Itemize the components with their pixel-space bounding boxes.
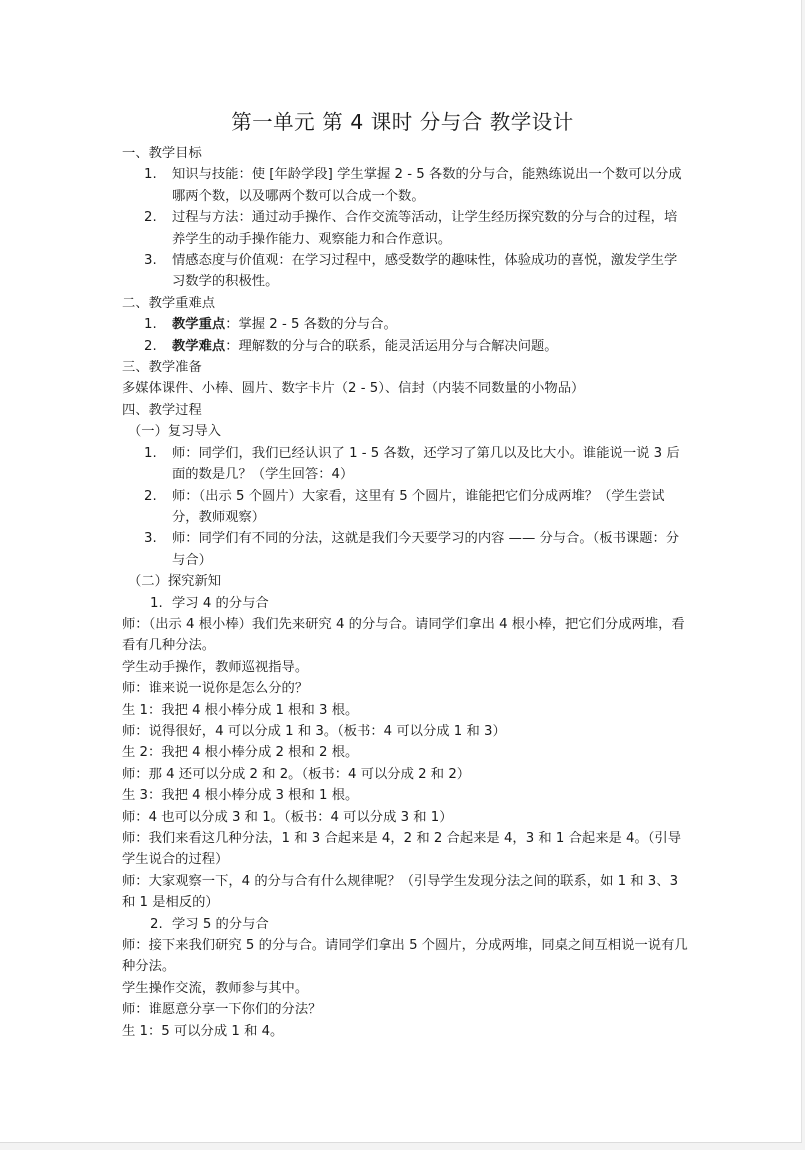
dialogue-line: 师：说得很好，4 可以分成 1 和 3。（板书：4 可以分成 1 和 3） [122, 723, 506, 739]
section-heading-preparation: 三、教学准备 [122, 360, 202, 376]
subsection-heading-explore: （二）探究新知 [128, 574, 222, 590]
dialogue-line: 师：接下来我们研究 5 的分与合。请同学们拿出 5 个圆片，分成两堆，同桌之间互相说一说有几种分法。 [122, 938, 688, 975]
dialogue-line: 学生操作交流，教师参与其中。 [122, 980, 309, 996]
document-title: 第一单元 第 4 课时 分与合 教学设计 [231, 110, 574, 134]
dialogue-line: 师：谁愿意分享一下你们的分法？ [122, 1002, 322, 1018]
dialogue-line: 生 2：我把 4 根小棒分成 2 根和 2 根。 [122, 745, 359, 761]
list-item: 3. 师：同学们有不同的分法，这就是我们今天要学习的内容 —— 分与合。（板书课题：分与合） [144, 531, 680, 568]
dialogue-line: 师：（出示 4 根小棒）我们先来研究 4 的分与合。请同学们拿出 4 根小棒，把它们分成两堆，看看有几种分法。 [122, 616, 685, 654]
section-heading-goals: 一、教学目标 [122, 146, 202, 161]
subsection-heading-review: （一）复习导入 [128, 424, 222, 440]
dialogue-line: 师：谁来说一说你是怎么分的？ [122, 681, 309, 697]
dialogue-line: 师：大家观察一下，4 的分与合有什么规律呢？（引导学生发现分法之间的联系，如 1 和 3、3 和 1 是相反的） [122, 873, 679, 911]
list-item: 3. 情感态度与价值观：在学习过程中，感受数学的趣味性，体验成功的喜悦，激发学生学习数学的积极性。 [144, 253, 678, 290]
key-point-label: 教学重点 [172, 317, 226, 333]
list-item: 2. 教学难点：理解数的分与合的联系，能灵活运用分与合解决问题。 [144, 338, 558, 354]
list-item: 1. 知识与技能：使 [年龄学段] 学生掌握 2 - 5 各数的分与合，能熟练说出一个数可以分成哪两个数，以及哪两个数可以合成一个数。 [144, 167, 682, 204]
part-heading: 2. 学习 5 的分与合 [150, 916, 269, 932]
dialogue-line: 学生动手操作，教师巡视指导。 [122, 659, 309, 675]
list-item: 1. 师：同学们，我们已经认识了 1 - 5 各数，还学习了第几以及比大小。谁能说一说 3 后面的数是几？（学生回答：4） [144, 445, 680, 483]
dialogue-line: 生 3：我把 4 根小棒分成 3 根和 1 根。 [122, 788, 359, 804]
difficulty-label: 教学难点 [172, 338, 226, 354]
dialogue-line: 师：我们来看这几种分法，1 和 3 合起来是 4，2 和 2 合起来是 4，3 和 1 合起来是 4。（引导学生说合的过程） [122, 831, 682, 868]
list-item: 2. 师：（出示 5 个圆片）大家看，这里有 5 个圆片，谁能把它们分成两堆？（学生尝试分，教师观察） [144, 488, 665, 525]
preparation-text: 多媒体课件、小棒、圆片、数字卡片（2 - 5）、信封（内装不同数量的小物品） [122, 381, 585, 397]
section-heading-key-points: 二、教学重难点 [122, 295, 216, 311]
part-heading: 1. 学习 4 的分与合 [150, 595, 269, 611]
list-item: 2. 过程与方法：通过动手操作、合作交流等活动，让学生经历探究数的分与合的过程，培养学生的动手操作能力、观察能力和合作意识。 [144, 210, 678, 247]
dialogue-line: 生 1：5 可以分成 1 和 4。 [122, 1023, 284, 1039]
document-body [122, 143, 688, 1042]
section-heading-process: 四、教学过程 [122, 402, 202, 418]
list-item: 1. 教学重点：掌握 2 - 5 各数的分与合。 [144, 317, 397, 333]
dialogue-line: 生 1：我把 4 根小棒分成 1 根和 3 根。 [122, 702, 359, 718]
dialogue-line: 师：4 也可以分成 3 和 1。（板书：4 可以分成 3 和 1） [122, 809, 453, 825]
dialogue-line: 师：那 4 还可以分成 2 和 2。（板书：4 可以分成 2 和 2） [122, 766, 471, 782]
